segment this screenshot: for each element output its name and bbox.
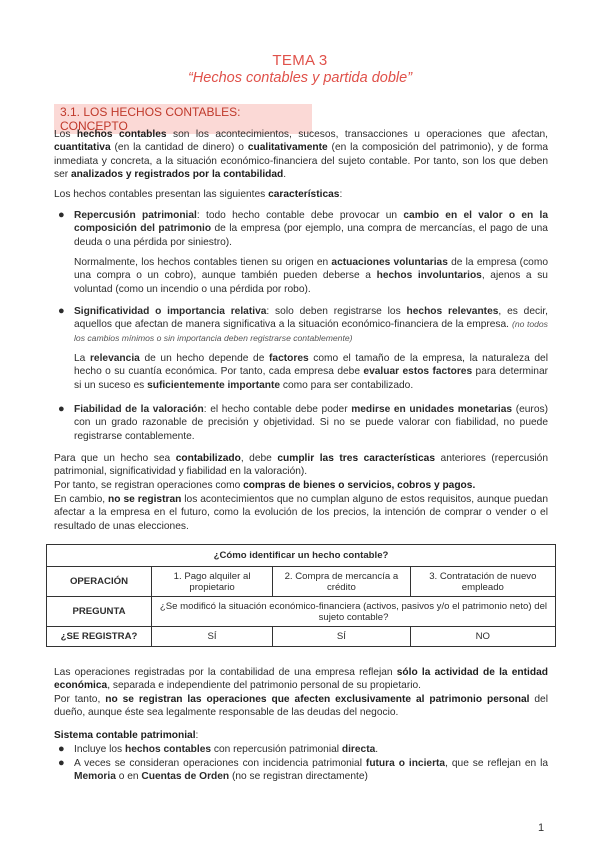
summary-paragraph: Para que un hecho sea contabilizado, debe cumplir las tres características anteriores (repercusión patrimonial, significatividad y fiabilidad en la valoración). (54, 453, 549, 478)
page-title: TEMA 3 (272, 52, 328, 69)
not-registered-paragraph: En cambio, no se registran los acontecimientos que no cumplan alguno de estos requisitos, aunque puedan afectar a la empresa en el futuro, como la evolución de los precios, la intención de comprar o vender o el resultado de unas elecciones. (54, 494, 548, 532)
list-item: ● Fiabilidad de la valoración: el hecho contable debe poder medirse en unidades monetarias (euros) con un grado razonable de precisión y objetividad. Si no se puede valorar con fiabilidad, no puede registrarse contablemente. (58, 403, 548, 442)
table-cell: NO (410, 627, 555, 647)
row-label-registra: ¿SE REGISTRA? (47, 627, 152, 647)
owner-paragraph: Por tanto, no se registran las operaciones que afecten exclusivamente al patrimonio personal del dueño, aunque éste sea legalmente responsable de las deudas del negocio. (54, 694, 548, 719)
list-item: ● Incluye los hechos contables con repercusión patrimonial directa. (58, 743, 379, 755)
sistema-heading: Sistema contable patrimonial: (54, 730, 199, 741)
bullet-icon: ● (58, 209, 65, 221)
table-cell: 1. Pago alquiler al propietario (152, 567, 273, 597)
intro-paragraph: Los hechos contables son los acontecimientos, sucesos, transacciones u operaciones que afectan, cuantitativa (en la cantidad de dinero) o cualitativamente (en la composición del patrimonio), y de forma inmediata y concreta, a la situación económico-financiera del sujeto contable. Por tanto, son los que deben ser analizados y registrados por la contabilidad. (54, 129, 549, 181)
registered-operations: Por tanto, se registran operaciones como compras de bienes o servicios, cobros y pagos. (54, 480, 476, 491)
page-subtitle: “Hechos contables y partida doble” (187, 70, 413, 86)
characteristics-intro: Los hechos contables presentan las siguientes características: (54, 189, 343, 200)
identification-table (46, 544, 556, 647)
row-label-operacion: OPERACIÓN (47, 567, 152, 597)
list-item: ● Significatividad o importancia relativa: solo deben registrarse los hechos relevantes, es decir, aquellos que afectan de manera significativa a la situación económico-financiera de la empresa. (no todos los cambios mínimos o sin importancia deben registrarse contablemente) (58, 305, 549, 343)
table-cell: 2. Compra de mercancía a crédito (273, 567, 411, 597)
section-heading: 3.1. LOS HECHOS CONTABLES: CONCEPTO (54, 104, 312, 134)
page-number: 1 (538, 822, 545, 834)
list-item-detail: Normalmente, los hechos contables tienen su origen en actuaciones voluntarias de la empresa (como una compra o un cobro), aunque también pueden deberse a hechos involuntarios, ajenos a su voluntad (como un incendio o una pérdida por robo). (74, 257, 548, 295)
table-cell: ¿Se modificó la situación económico-financiera (activos, pasivos y/o el patrimonio neto) del sujeto contable? (152, 597, 556, 627)
bullet-icon: ● (58, 403, 65, 415)
list-item: ● A veces se consideran operaciones con incidencia patrimonial futura o incierta, que se reflejan en la Memoria o en Cuentas de Orden (no se registran directamente) (58, 757, 549, 783)
row-label-pregunta: PREGUNTA (47, 597, 152, 627)
table-header: ¿Cómo identificar un hecho contable? (47, 545, 556, 567)
bullet-icon: ● (58, 743, 65, 755)
table-cell: SÍ (152, 627, 273, 647)
list-item-detail: La relevancia de un hecho depende de factores como el tamaño de la empresa, la naturaleza del hecho o su cuantía económica. Por tanto, cada empresa debe evaluar estos factores para determinar si un suceso es suficientemente importante como para ser contabilizado. (74, 353, 549, 391)
table-cell: SÍ (273, 627, 411, 647)
entity-paragraph: Las operaciones registradas por la contabilidad de una empresa reflejan sólo la actividad de la entidad económica, separada e independiente del patrimonio personal de su propietario. (54, 667, 548, 692)
list-item: ● Repercusión patrimonial: todo hecho contable debe provocar un cambio en el valor o en la composición del patrimonio de la empresa (por ejemplo, una compra de mercancías, el pago de una deuda o una pérdida por siniestro). (58, 209, 548, 248)
bullet-icon: ● (58, 757, 65, 769)
table-cell: 3. Contratación de nuevo empleado (410, 567, 555, 597)
bullet-icon: ● (58, 305, 65, 317)
